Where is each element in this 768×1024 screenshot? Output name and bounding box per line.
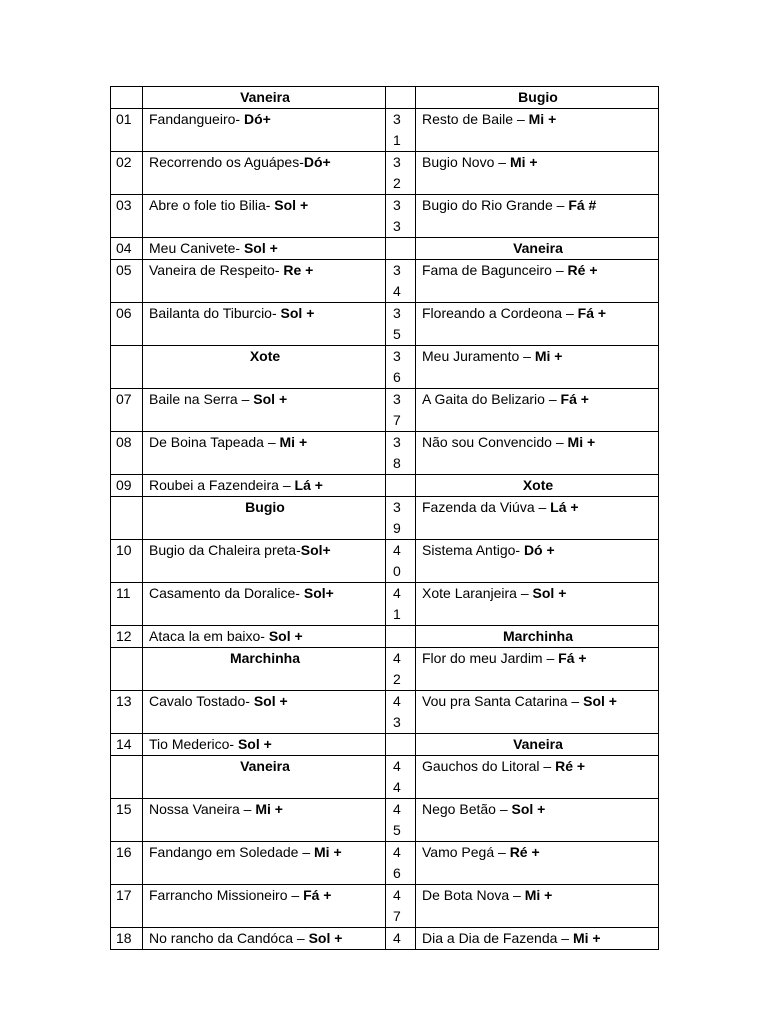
song-right <box>416 648 659 691</box>
song-number-digit: 6 <box>393 865 401 881</box>
song-title: Vaneira de Respeito- <box>149 262 284 278</box>
song-right <box>416 540 659 583</box>
song-number-digit: 4 <box>393 887 401 903</box>
song-key: Mi + <box>567 434 596 450</box>
song-key: Fá + <box>577 305 607 321</box>
song-number-digit: 3 <box>393 154 401 170</box>
song-title: Gauchos do Litoral – <box>422 758 556 774</box>
song-number-digit: 8 <box>393 455 401 471</box>
song-number-digit: 4 <box>393 930 401 946</box>
song-title: Baile na Serra – <box>149 391 254 407</box>
song-right <box>416 497 659 540</box>
row-number: 14 <box>111 734 143 756</box>
song-left <box>143 885 386 928</box>
row-number: 04 <box>111 238 143 260</box>
song-number-digit: 3 <box>393 348 401 364</box>
song-row <box>111 885 659 928</box>
song-number-right <box>386 799 416 842</box>
row-number <box>111 756 143 799</box>
row-number: 06 <box>111 303 143 346</box>
row-number <box>111 346 143 389</box>
song-key: Dó+ <box>243 111 271 127</box>
song-key: Lá + <box>294 477 323 493</box>
song-number-right <box>386 928 416 950</box>
song-number-digit: 1 <box>393 606 401 622</box>
song-key: Sol + <box>511 801 546 817</box>
song-row <box>111 87 659 109</box>
song-number-right <box>386 497 416 540</box>
song-number-digit: 2 <box>393 671 401 687</box>
genre-heading: Vaneira <box>143 756 386 799</box>
song-left <box>143 540 386 583</box>
song-number-digit: 3 <box>393 218 401 234</box>
row-number: 09 <box>111 475 143 497</box>
song-key: Sol + <box>274 197 309 213</box>
song-left <box>143 583 386 626</box>
song-title: Cavalo Tostado- <box>149 693 254 709</box>
song-number-digit: 3 <box>393 305 401 321</box>
song-row <box>111 540 659 583</box>
genre-heading: Marchinha <box>143 648 386 691</box>
song-row <box>111 648 659 691</box>
genre-heading: Vaneira <box>143 87 386 109</box>
song-title: Fazenda da Viúva – <box>422 499 551 515</box>
song-right <box>416 842 659 885</box>
genre-heading: Bugio <box>416 87 659 109</box>
song-number-right <box>386 475 416 497</box>
song-row <box>111 756 659 799</box>
song-title: No rancho da Candóca – <box>149 930 309 946</box>
song-right <box>416 756 659 799</box>
song-number-right <box>386 303 416 346</box>
song-row <box>111 583 659 626</box>
row-number: 15 <box>111 799 143 842</box>
song-number-digit: 4 <box>393 650 401 666</box>
song-number-digit: 4 <box>393 585 401 601</box>
song-title: Casamento da Doralice- <box>149 585 304 601</box>
song-number-digit: 5 <box>393 822 401 838</box>
song-right <box>416 928 659 950</box>
song-title: Nego Betão – <box>422 801 512 817</box>
song-left <box>143 109 386 152</box>
song-left <box>143 799 386 842</box>
song-row <box>111 432 659 475</box>
song-title: Não sou Convencido – <box>422 434 568 450</box>
song-right <box>416 303 659 346</box>
song-row <box>111 346 659 389</box>
song-number-digit <box>393 626 415 647</box>
song-left <box>143 238 386 260</box>
song-left <box>143 475 386 497</box>
song-key: Sol + <box>532 585 567 601</box>
song-number-digit: 3 <box>393 197 401 213</box>
song-key: Mi + <box>279 434 308 450</box>
song-left <box>143 626 386 648</box>
song-right <box>416 799 659 842</box>
song-title: De Boina Tapeada – <box>149 434 280 450</box>
song-number-right <box>386 152 416 195</box>
song-right <box>416 432 659 475</box>
song-right <box>416 691 659 734</box>
song-number-right <box>386 583 416 626</box>
song-title: Flor do meu Jardim – <box>422 650 559 666</box>
song-right <box>416 885 659 928</box>
song-key: Mi + <box>534 348 563 364</box>
song-key: Ré + <box>509 844 540 860</box>
song-number-right <box>386 195 416 238</box>
song-key: Fá + <box>560 391 589 407</box>
song-left <box>143 842 386 885</box>
song-left <box>143 691 386 734</box>
song-title: De Bota Nova – <box>422 887 525 903</box>
song-right <box>416 260 659 303</box>
song-key: Sol + <box>253 693 288 709</box>
song-number-right <box>386 260 416 303</box>
song-title: Bugio do Rio Grande – <box>422 197 569 213</box>
row-number: 05 <box>111 260 143 303</box>
row-number: 18 <box>111 928 143 950</box>
song-number-digit: 3 <box>393 434 401 450</box>
song-left <box>143 152 386 195</box>
song-title: Bugio Novo – <box>422 154 510 170</box>
song-number-digit: 2 <box>393 175 401 191</box>
song-title: Meu Juramento – <box>422 348 535 364</box>
song-title: Fama de Bagunceiro – <box>422 262 568 278</box>
row-number: 11 <box>111 583 143 626</box>
song-key: Fá + <box>303 887 332 903</box>
song-key: Lá + <box>550 499 579 515</box>
song-row <box>111 799 659 842</box>
song-key: Sol + <box>268 628 303 644</box>
song-number-digit: 3 <box>393 499 401 515</box>
row-number: 17 <box>111 885 143 928</box>
song-row <box>111 260 659 303</box>
song-title: Sistema Antigo- <box>422 542 524 558</box>
song-key: Sol + <box>253 391 288 407</box>
row-number <box>111 648 143 691</box>
song-key: Dó+ <box>303 154 331 170</box>
song-number-digit: 4 <box>393 844 401 860</box>
song-key: Ré + <box>567 262 598 278</box>
song-title: Vou pra Santa Catarina – <box>422 693 584 709</box>
song-number-digit: 4 <box>393 283 401 299</box>
song-number-digit: 3 <box>393 391 401 407</box>
row-number: 12 <box>111 626 143 648</box>
song-number-right <box>386 389 416 432</box>
song-number-right <box>386 691 416 734</box>
song-key: Mi + <box>528 111 557 127</box>
row-number: 03 <box>111 195 143 238</box>
song-row <box>111 928 659 950</box>
song-title: Farrancho Missioneiro – <box>149 887 304 903</box>
song-number-digit <box>393 238 415 259</box>
song-left <box>143 928 386 950</box>
song-right <box>416 389 659 432</box>
song-number-right <box>386 87 416 109</box>
song-key: Sol+ <box>300 542 331 558</box>
row-number: 02 <box>111 152 143 195</box>
song-left <box>143 432 386 475</box>
song-number-right <box>386 109 416 152</box>
song-right <box>416 346 659 389</box>
song-key: Sol + <box>308 930 343 946</box>
song-number-right <box>386 238 416 260</box>
song-key: Mi + <box>255 801 283 817</box>
song-title: Dia a Dia de Fazenda – <box>422 930 573 946</box>
song-right <box>416 152 659 195</box>
song-key: Sol + <box>237 736 272 752</box>
song-title: Bugio da Chaleira preta- <box>149 542 301 558</box>
song-number-digit: 4 <box>393 779 401 795</box>
song-number-right <box>386 756 416 799</box>
song-row <box>111 152 659 195</box>
song-number-digit <box>393 87 415 108</box>
song-title: Meu Canivete- <box>149 240 244 256</box>
song-key: Fá + <box>558 650 587 666</box>
song-key: Sol + <box>583 693 617 709</box>
song-row <box>111 303 659 346</box>
song-number-right <box>386 626 416 648</box>
song-number-digit: 7 <box>393 908 401 924</box>
song-key: Dó + <box>523 542 555 558</box>
song-title: Vamo Pegá – <box>422 844 510 860</box>
song-title: Bailanta do Tiburcio- <box>149 305 281 321</box>
song-row <box>111 626 659 648</box>
song-left <box>143 389 386 432</box>
song-row <box>111 238 659 260</box>
song-number-digit <box>393 475 415 496</box>
song-key: Sol + <box>243 240 278 256</box>
song-number-digit: 4 <box>393 801 401 817</box>
song-key: Mi + <box>314 844 342 860</box>
song-title: Fandangueiro- <box>149 111 244 127</box>
song-title: Floreando a Cordeona – <box>422 305 578 321</box>
song-number-right <box>386 540 416 583</box>
row-number: 13 <box>111 691 143 734</box>
song-left <box>143 195 386 238</box>
song-title: Recorrendo os Aguápes- <box>149 154 304 170</box>
setlist-body <box>111 87 659 950</box>
setlist-table <box>110 86 659 950</box>
song-number-digit: 4 <box>393 693 401 709</box>
song-number-right <box>386 842 416 885</box>
song-number-digit: 4 <box>393 758 401 774</box>
song-number-right <box>386 734 416 756</box>
row-number: 07 <box>111 389 143 432</box>
row-number <box>111 497 143 540</box>
genre-heading: Xote <box>143 346 386 389</box>
song-key: Mi + <box>572 930 601 946</box>
song-number-digit: 6 <box>393 369 401 385</box>
song-row <box>111 389 659 432</box>
song-title: A Gaita do Belizario – <box>422 391 561 407</box>
song-number-right <box>386 432 416 475</box>
song-number-digit: 9 <box>393 520 401 536</box>
song-number-right <box>386 346 416 389</box>
song-title: Abre o fole tio Bilia- <box>149 197 275 213</box>
song-row <box>111 475 659 497</box>
row-number: 16 <box>111 842 143 885</box>
song-left <box>143 734 386 756</box>
song-row <box>111 842 659 885</box>
song-title: Nossa Vaneira – <box>149 801 256 817</box>
song-row <box>111 497 659 540</box>
song-title: Tio Mederico- <box>149 736 238 752</box>
song-number-digit: 3 <box>393 262 401 278</box>
song-left <box>143 303 386 346</box>
song-number-digit: 4 <box>393 542 401 558</box>
song-number-digit: 0 <box>393 563 401 579</box>
song-key: Ré + <box>555 758 586 774</box>
song-right <box>416 109 659 152</box>
song-key: Fá # <box>568 197 597 213</box>
song-number-digit: 5 <box>393 326 401 342</box>
song-title: Fandango em Soledade – <box>149 844 315 860</box>
genre-heading: Vaneira <box>416 734 659 756</box>
song-title: Resto de Baile – <box>422 111 529 127</box>
song-key: Re + <box>283 262 314 278</box>
song-number-digit: 7 <box>393 412 401 428</box>
row-number <box>111 87 143 109</box>
song-left <box>143 260 386 303</box>
song-row <box>111 195 659 238</box>
song-row <box>111 109 659 152</box>
song-number-right <box>386 648 416 691</box>
song-row <box>111 691 659 734</box>
song-title: Roubei a Fazendeira – <box>149 477 295 493</box>
row-number: 01 <box>111 109 143 152</box>
genre-heading: Vaneira <box>416 238 659 260</box>
genre-heading: Bugio <box>143 497 386 540</box>
genre-heading: Xote <box>416 475 659 497</box>
song-number-digit: 1 <box>393 132 401 148</box>
song-key: Sol + <box>280 305 315 321</box>
row-number: 08 <box>111 432 143 475</box>
song-title: Ataca la em baixo- <box>149 628 269 644</box>
song-title: Xote Laranjeira – <box>422 585 533 601</box>
song-number-digit: 3 <box>393 714 401 730</box>
song-right <box>416 195 659 238</box>
song-key: Mi + <box>509 154 538 170</box>
song-number-digit: 3 <box>393 111 401 127</box>
song-key: Mi + <box>524 887 553 903</box>
genre-heading: Marchinha <box>416 626 659 648</box>
song-number-digit <box>393 734 415 755</box>
song-right <box>416 583 659 626</box>
row-number: 10 <box>111 540 143 583</box>
song-number-right <box>386 885 416 928</box>
song-row <box>111 734 659 756</box>
song-key: Sol+ <box>303 585 334 601</box>
